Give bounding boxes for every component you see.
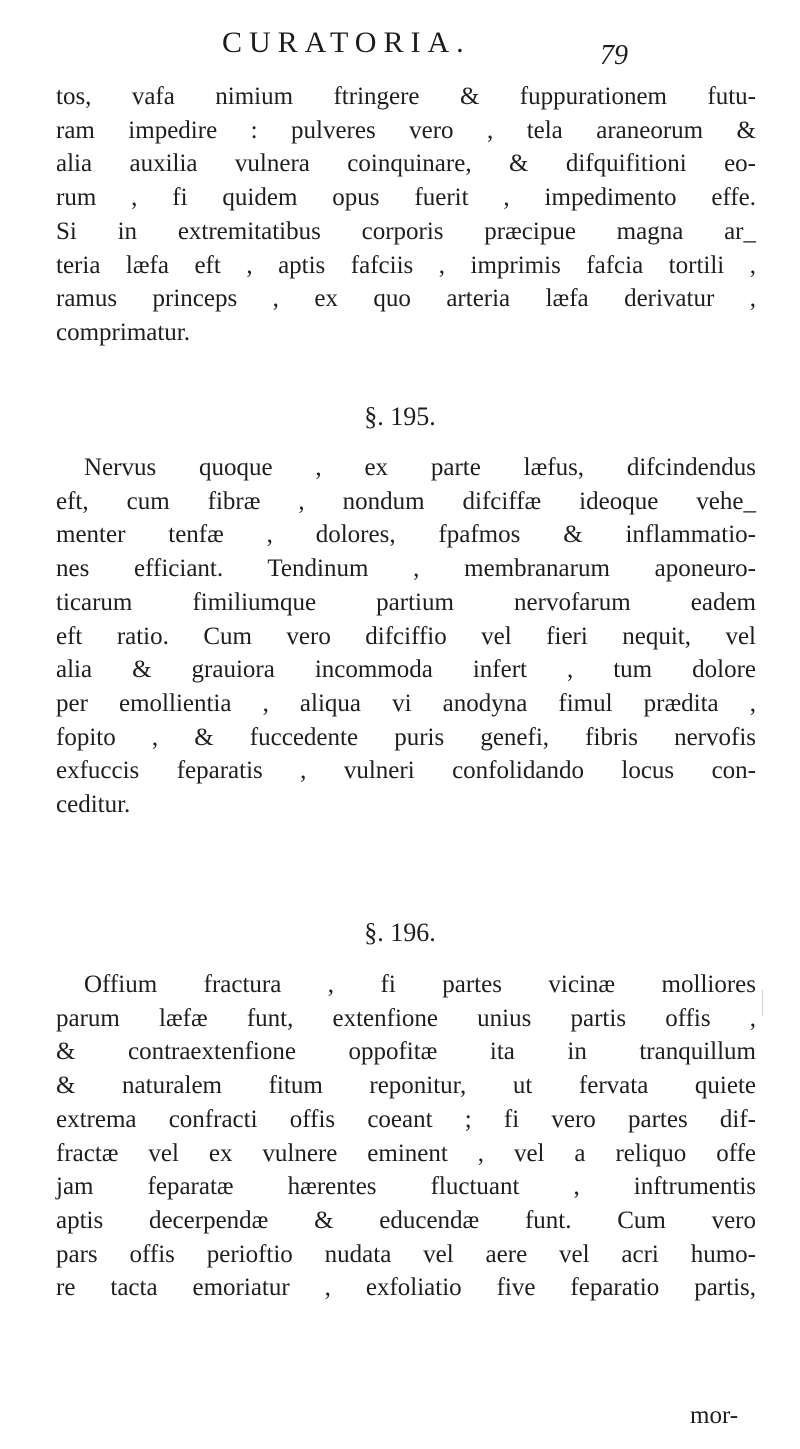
text-line: tos, vafa nimium ftringere & fuppurationem futu-: [56, 83, 756, 110]
text-line: alia & grauiora incommoda infert , tum dolore: [56, 656, 756, 684]
page-number: 79: [600, 40, 628, 71]
text-line: parum læfæ funt, extenfione unius partis offis ,: [56, 1004, 756, 1032]
running-title: CURATORIA.: [222, 26, 471, 59]
paragraph-continued: [56, 80, 756, 350]
text-line: aptis decerpendæ & educendæ funt. Cum vero: [56, 1206, 756, 1234]
text-line: fopito , & fuccedente puris genefi, fibris nervofis: [56, 723, 756, 751]
text-line: ramus princeps , ex quo arteria læfa derivatur ,: [56, 285, 756, 313]
text-line: rum , fi quidem opus fuerit , impedimento effe.: [56, 184, 756, 212]
text-line: extrema confracti offis coeant ; fi vero partes dif-: [56, 1105, 756, 1133]
section-heading-196: §. 196.: [364, 918, 436, 947]
text-line: ram impedire : pulveres vero , tela araneorum &: [56, 116, 756, 144]
text-line: eft ratio. Cum vero difciffio vel fieri nequit, vel: [56, 622, 756, 650]
text-line: ticarum fimiliumque partium nervofarum eadem: [56, 588, 756, 616]
text-line: Nervus quoque , ex parte læfus, difcindendus: [84, 454, 756, 481]
text-line: menter tenfæ , dolores, fpafmos & inflammatio-: [56, 521, 756, 549]
text-line: Si in extremitatibus corporis præcipue magna ar_: [56, 217, 756, 245]
text-line: nes efficiant. Tendinum , membranarum aponeuro-: [56, 555, 756, 583]
text-line: alia auxilia vulnera coinquinare, & difquifitioni eo-: [56, 150, 756, 178]
text-line: teria læfa eft , aptis fafciis , imprimis fafcia tortili ,: [56, 251, 756, 279]
text-line: comprimatur.: [56, 318, 190, 346]
text-line: jam feparatæ hærentes fluctuant , inftrumentis: [56, 1173, 756, 1201]
text-line: Offium fractura , fi partes vicinæ molliores: [84, 971, 756, 998]
text-line: fractæ vel ex vulnere eminent , vel a reliquo offe: [56, 1139, 756, 1167]
section-196-paragraph: [56, 968, 756, 1305]
text-line: exfuccis feparatis , vulneri confolidando locus con-: [56, 757, 756, 785]
section-heading-195: §. 195.: [364, 402, 436, 431]
margin-mark: [762, 990, 763, 1016]
section-195-paragraph: [56, 451, 756, 822]
running-head: [222, 26, 642, 71]
text-line: per emollientia , aliqua vi anodyna fimul prædita ,: [56, 689, 756, 717]
text-line: eft, cum fibræ , nondum difciffæ ideoque vehe_: [56, 487, 756, 515]
text-line: & naturalem fitum reponitur, ut fervata quiete: [56, 1072, 756, 1100]
text-line: ceditur.: [56, 791, 131, 819]
text-line: & contraextenfione oppofitæ ita in tranquillum: [56, 1038, 756, 1066]
text-line: re tacta emoriatur , exfoliatio five feparatio partis,: [56, 1274, 756, 1302]
text-line: pars offis perioftio nudata vel aere vel acri humo-: [56, 1240, 756, 1268]
catchword: mor-: [690, 1402, 739, 1429]
